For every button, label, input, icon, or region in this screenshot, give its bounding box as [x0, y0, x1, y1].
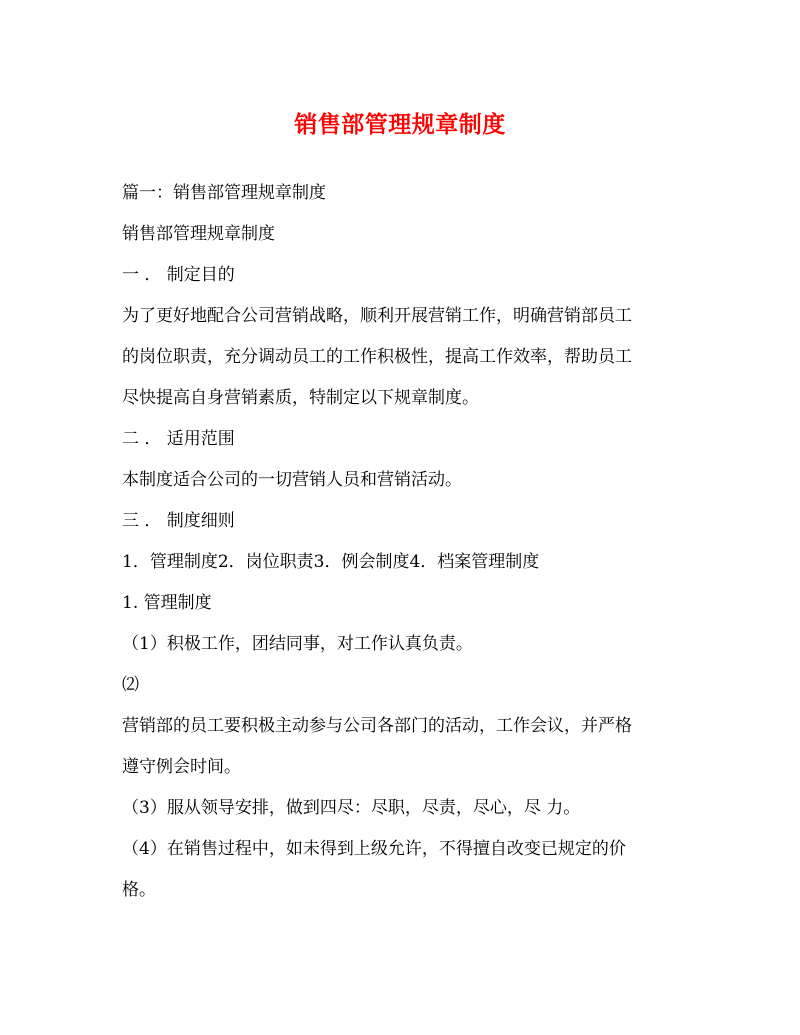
section-heading: 三 ． 制度细则 — [122, 511, 235, 531]
list-item: （1）积极工作，团结同事，对工作认真负责。 — [122, 634, 473, 654]
document-title: 销售部管理规章制度 — [294, 111, 506, 138]
paragraph-line: 尽快提高自身营销素质，特制定以下规章制度。 — [122, 388, 479, 408]
paragraph-line: 1．管理制度2．岗位职责3．例会制度4．档案管理制度 — [122, 552, 540, 572]
list-item-marker: ⑵ — [122, 675, 139, 695]
document-body — [122, 178, 678, 905]
paragraph-line: 本制度适合公司的一切营销人员和营销活动。 — [122, 470, 462, 490]
paragraph-line: 为了更好地配合公司营销战略，顺利开展营销工作，明确营销部员工 — [122, 306, 632, 326]
paragraph-line: 遵守例会时间。 — [122, 757, 241, 777]
paragraph-line: 销售部管理规章制度 — [122, 224, 275, 244]
section-heading: 一 ． 制定目的 — [122, 265, 235, 285]
paragraph-line: 营销部的员工要积极主动参与公司各部门的活动，工作会议，并严格 — [122, 716, 632, 736]
paragraph-line: 的岗位职责，充分调动员工的工作积极性，提高工作效率，帮助员工 — [122, 347, 632, 367]
section-heading: 二 ． 适用范围 — [122, 429, 235, 449]
paragraph-line: 格。 — [122, 880, 156, 900]
paragraph-line: 篇一：销售部管理规章制度 — [122, 183, 326, 203]
paragraph-line: 1. 管理制度 — [122, 593, 212, 613]
list-item: （3）服从领导安排，做到四尽：尽职，尽责，尽心，尽 力。 — [122, 798, 581, 818]
list-item: （4）在销售过程中，如未得到上级允许，不得擅自改变已规定的价 — [122, 839, 626, 859]
